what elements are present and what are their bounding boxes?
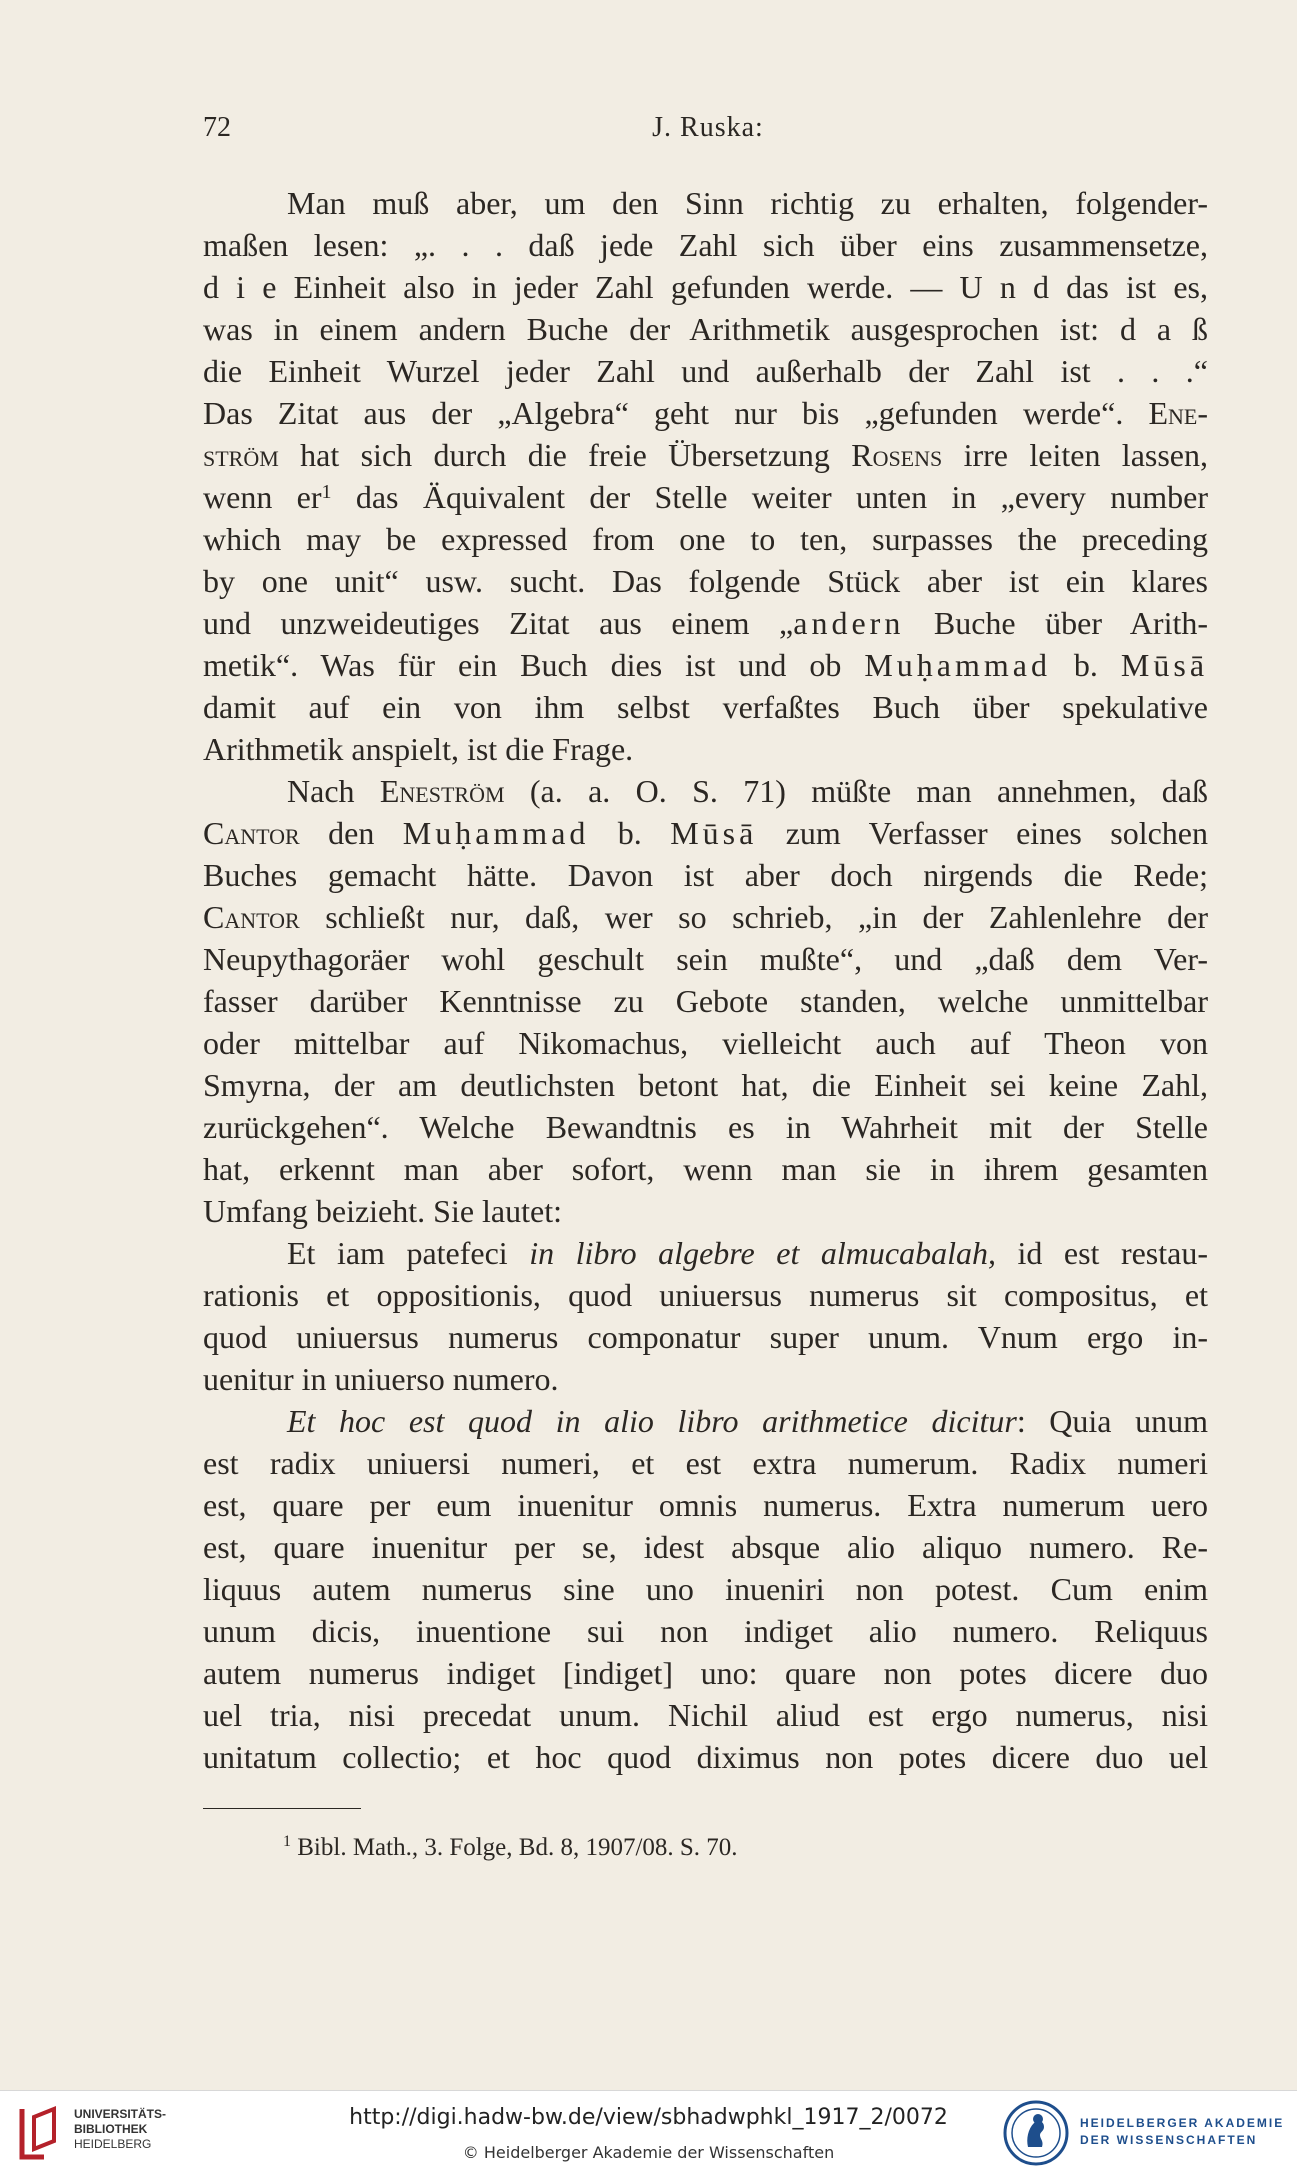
text-line	[203, 1736, 1208, 1778]
text-line	[203, 1148, 1208, 1190]
text-line	[203, 938, 1208, 980]
text-line	[203, 392, 1208, 434]
footnote-marker: 1	[321, 481, 332, 503]
text-line	[203, 1400, 1208, 1442]
text-line	[203, 812, 1208, 854]
text-line	[203, 476, 1208, 518]
text-span: hat, erkennt man aber sofort, wenn man sie in ihrem gesamten	[203, 1151, 1208, 1187]
text-span: : Quia unum	[1016, 1403, 1208, 1439]
text-line	[203, 1568, 1208, 1610]
text-span: which may be expressed from one to ten, surpasses the preceding	[203, 521, 1208, 557]
spaced-text: Mūsā	[1120, 647, 1208, 683]
text-span: zurückgehen“. Welche Bewandtnis es in Wahrheit mit der Stelle	[203, 1109, 1208, 1145]
text-span: metik“. Was für ein Buch dies ist und ob	[203, 647, 865, 683]
academy-name-line: HEIDELBERGER AKADEMIE	[1080, 2116, 1285, 2130]
text-line	[203, 602, 1208, 644]
small-caps-name: Eneström	[379, 773, 505, 809]
italic-title: Et hoc est quod in alio libro arithmetice dicitur	[287, 1403, 1017, 1439]
text-line	[203, 560, 1208, 602]
text-span: b.	[589, 815, 671, 851]
text-line	[203, 728, 1208, 770]
text-line	[203, 308, 1208, 350]
text-span: damit auf ein von ihm selbst verfaßtes Buch über spekulative	[203, 689, 1208, 725]
text-line	[203, 434, 1208, 476]
small-caps-name: Cantor	[203, 899, 300, 935]
permalink-url[interactable]: http://digi.hadw-bw.de/view/sbhadwphkl_1917_2/0072	[349, 2105, 948, 2130]
text-span: den	[299, 815, 403, 851]
text-line	[203, 182, 1208, 224]
spaced-text: Muḥammad	[402, 815, 590, 851]
text-span: wenn er	[203, 479, 322, 515]
academy-name	[1080, 2115, 1284, 2149]
text-span: liquus autem numerus sine uno inueniri non potest. Cum enim	[203, 1571, 1208, 1607]
text-span: Buches gemacht hätte. Davon ist aber doch nirgends die Rede;	[203, 857, 1208, 893]
text-span: hat sich durch die freie Übersetzung	[278, 437, 852, 473]
text-span: Umfang beizieht. Sie lautet:	[203, 1193, 562, 1229]
text-line	[203, 1022, 1208, 1064]
text-span: quod uniuersus numerus componatur super unum. Vnum ergo in-	[203, 1319, 1208, 1355]
text-line	[203, 1190, 1208, 1232]
text-span: b.	[1050, 647, 1121, 683]
text-span: by one unit“ usw. sucht. Das folgende Stück aber ist ein klares	[203, 563, 1208, 599]
text-line	[203, 1274, 1208, 1316]
text-span: (a. a. O. S. 71) müßte man annehmen, daß	[504, 773, 1208, 809]
footnote-marker: 1	[283, 1833, 291, 1850]
text-line	[203, 1610, 1208, 1652]
small-caps-name: Rosens	[851, 437, 943, 473]
text-span: fasser darüber Kenntnisse zu Gebote standen, welche unmittelbar	[203, 983, 1208, 1019]
text-line	[203, 224, 1208, 266]
footnote-text: Bibl. Math., 3. Folge, Bd. 8, 1907/08. S. 70.	[297, 1834, 738, 1861]
text-span: autem numerus indiget [indiget] uno: quare non potes dicere duo	[203, 1655, 1208, 1691]
text-line	[203, 686, 1208, 728]
text-line	[203, 266, 1208, 308]
text-span: maßen lesen: „. . . daß jede Zahl sich über eins zusammensetze,	[203, 227, 1208, 263]
text-span: Buche über Arith-	[904, 605, 1208, 641]
library-name-line: BIBLIOTHEK	[74, 2122, 148, 2136]
text-line	[203, 1652, 1208, 1694]
text-span: oder mittelbar auf Nikomachus, vielleicht auch auf Theon von	[203, 1025, 1208, 1061]
spaced-text: Mūsā	[670, 815, 758, 851]
text-line	[203, 350, 1208, 392]
text-span: und unzweideutiges Zitat aus einem „	[203, 605, 794, 641]
page-header	[203, 112, 1213, 152]
copyright-notice: © Heidelberger Akademie der Wissenschaften	[462, 2143, 835, 2162]
text-span: Smyrna, der am deutlichsten betont hat, die Einheit sei keine Zahl,	[203, 1067, 1208, 1103]
running-head: J. Ruska:	[652, 112, 764, 143]
footnote-rule	[203, 1808, 361, 1809]
library-name-line: UNIVERSITÄTS-	[74, 2107, 167, 2121]
text-line	[203, 644, 1208, 686]
text-line	[203, 854, 1208, 896]
text-span: est, quare per eum inuenitur omnis numerus. Extra numerum uero	[203, 1487, 1208, 1523]
text-span: d i e Einheit also in jeder Zahl gefunden werde. — U n d das ist es,	[203, 269, 1208, 305]
body-text	[203, 182, 1208, 1778]
text-span: est radix uniuersi numeri, et est extra numerum. Radix numeri	[203, 1445, 1208, 1481]
text-span: Neupythagoräer wohl geschult sein mußte“, und „daß dem Ver-	[203, 941, 1208, 977]
text-span: irre leiten lassen,	[942, 437, 1208, 473]
text-span: unitatum collectio; et hoc quod diximus non potes dicere duo uel	[203, 1739, 1208, 1775]
footnote	[283, 1834, 738, 1862]
text-line	[203, 1232, 1208, 1274]
text-span: id est restau-	[995, 1235, 1208, 1271]
text-line	[203, 1064, 1208, 1106]
text-line	[203, 1484, 1208, 1526]
library-name-line: HEIDELBERG	[74, 2137, 152, 2151]
small-caps-name: Cantor	[203, 815, 300, 851]
small-caps-name: ne-	[1168, 395, 1208, 431]
text-line	[203, 896, 1208, 938]
text-span: est, quare inuenitur per se, idest absque alio aliquo numero. Re-	[203, 1529, 1208, 1565]
text-span: die Einheit Wurzel jeder Zahl und außerhalb der Zahl ist . . .“	[203, 353, 1208, 389]
text-span: Arithmetik anspielt, ist die Frage.	[203, 731, 634, 767]
text-line	[203, 1316, 1208, 1358]
text-line	[203, 1106, 1208, 1148]
viewer-footer	[0, 2090, 1297, 2175]
text-line	[203, 1694, 1208, 1736]
italic-title: in libro algebre et almucabalah,	[529, 1235, 996, 1271]
text-span: uenitur in uniuerso numero.	[203, 1361, 559, 1397]
text-span: uel tria, nisi precedat unum. Nichil aliud est ergo numerus, nisi	[203, 1697, 1208, 1733]
text-span: Das Zitat aus der „Algebra“ geht nur bis „gefunden werde“. E	[203, 395, 1169, 431]
text-span: was in einem andern Buche der Arithmetik ausgesprochen ist: d a ß	[203, 311, 1208, 347]
page-number: 72	[203, 112, 231, 143]
text-span: schließt nur, daß, wer so schrieb, „in der Zahlenlehre der	[299, 899, 1208, 935]
text-line	[203, 1526, 1208, 1568]
text-span: Nach	[287, 773, 380, 809]
text-span: unum dicis, inuentione sui non indiget alio numero. Reliquus	[203, 1613, 1208, 1649]
academy-seal-icon	[1002, 2099, 1070, 2167]
text-span: Man muß aber, um den Sinn richtig zu erhalten, folgender-	[287, 185, 1208, 221]
spaced-text: andern	[793, 605, 905, 641]
text-line	[203, 518, 1208, 560]
text-span: rationis et oppositionis, quod uniuersus numerus sit compositus, et	[203, 1277, 1208, 1313]
text-span: zum Verfasser eines solchen	[757, 815, 1208, 851]
text-span: das Äquivalent der Stelle weiter unten in „every number	[331, 479, 1208, 515]
text-line	[203, 1358, 1208, 1400]
text-line	[203, 770, 1208, 812]
academy-name-line: DER WISSENSCHAFTEN	[1080, 2133, 1258, 2147]
spaced-text: Muḥammad	[864, 647, 1051, 683]
text-line	[203, 1442, 1208, 1484]
text-line	[203, 980, 1208, 1022]
small-caps-name: ström	[203, 437, 279, 473]
text-span: Et iam patefeci	[287, 1235, 530, 1271]
